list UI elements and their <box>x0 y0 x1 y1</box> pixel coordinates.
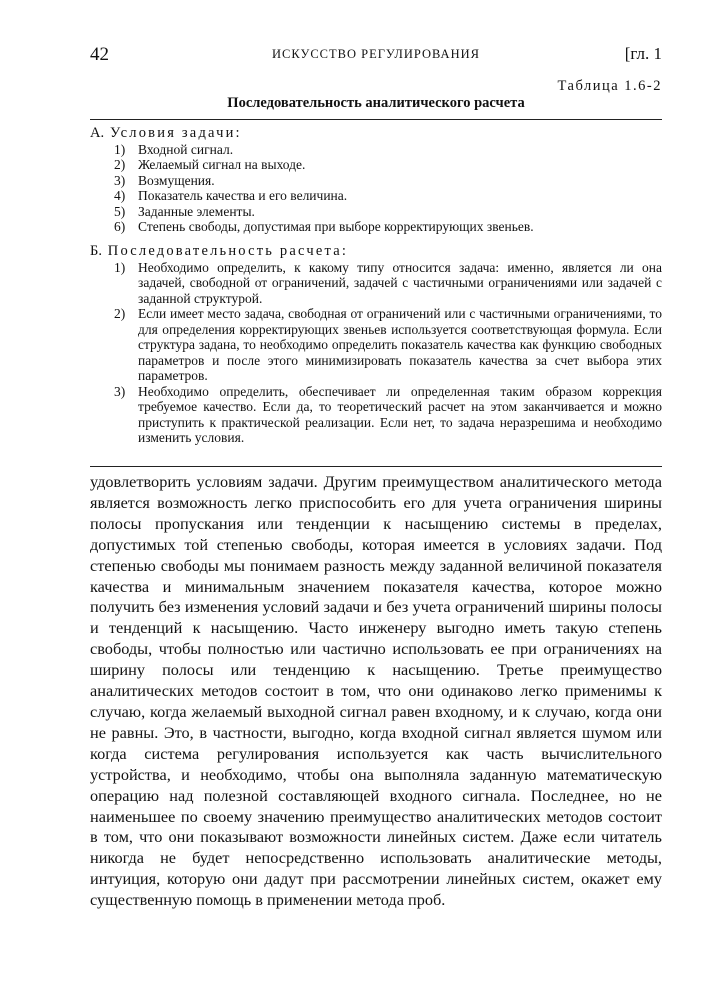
body-text <box>90 472 662 911</box>
list-item: 4) Показатель качества и его величина. <box>114 188 348 203</box>
section-procedure-heading: Б. Последовательность расчета: <box>90 243 349 259</box>
list-item: 3) Необходимо определить, обеспечивает ли определенная таким образом коррекция требуемое качество. Если да, то теоретический расчет на этом заканчивается и можно приступить к практической реализации. Если нет, то задача неразрешима и необходимо изменить условия. <box>114 383 662 445</box>
table-bottom-rule <box>90 466 662 467</box>
list-item: 6) Степень свободы, допустимая при выборе корректирующих звеньев. <box>114 219 534 234</box>
list-item: 3) Возмущения. <box>114 172 215 188</box>
list-item: 5) Заданные элементы. <box>114 203 255 219</box>
running-title: ИСКУССТВО РЕГУЛИРОВАНИЯ <box>272 47 480 61</box>
table-label: Таблица 1.6-2 <box>557 78 662 94</box>
page-header <box>90 44 662 66</box>
list-item: 2) Желаемый сигнал на выходе. <box>114 157 306 172</box>
table-top-rule <box>90 119 662 120</box>
body-paragraph: удовлетворить условиям задачи. Другим преимуществом аналитического метода является возможность легко приспособить его для учета ограничения ширины полосы пропускания или тенденции к насыщению системы в пределах, допустимых той степенью свободы, которая имеется в условиях задачи. Под степенью свободы мы понимаем разность между заданной величиной показателя качества и минимальным значением показателя качества, которое можно получить без изменения условий задачи и без учета ограничений ширины полосы и тенденций к насыщению. Часто инженеру выгодно иметь такую степень свободы, чтобы полностью или частично использовать ее при ограничениях на ширину полосы или тенденцию к насыщению. Третье преимущество аналитических методов состоит в том, что они одинаково легко применимы к случаю, когда желаемый выходной сигнал равен входному, и к случаю, когда они не равны. Это, в частности, выгодно, когда входной сигнал является шумом или когда система регулирования используется как часть вычислительного устройства, и необходимо, чтобы она выполняла заданную математическую операцию над полезной составляющей входного сигнала. Последнее, но не наименьшее по своему значению преимущество аналитических методов состоит в том, что они показывают возможности линейных систем. Даже если читатель никогда не будет непосредственно использовать аналитические методы, интуиция, которую они дадут при рассмотрении линейных систем, окажет ему существенную помощь в применении метода проб. <box>90 472 662 910</box>
procedure-list <box>90 260 662 446</box>
list-item: 1) Входной сигнал. <box>114 141 234 157</box>
section-conditions-heading: А. Условия задачи: <box>90 125 242 141</box>
section-conditions <box>90 126 662 235</box>
table-title: Последовательность аналитического расчета <box>227 95 525 111</box>
list-item: 1) Необходимо определить, к какому типу относится задача: именно, является ли она задачей, свободной от ограничений, задачей с частичными ограничениями или задачей с заданной структурой. <box>114 259 662 306</box>
page-number: 42 <box>90 44 109 65</box>
conditions-list <box>90 142 662 235</box>
list-item: 2) Если имеет место задача, свободная от ограничений или с частичными ограничениями, то для определения корректирующих звеньев используется соответствующая формула. Если структура задана, то необходимо определить показатель качества как функцию свободных параметров и после этого минимизировать показатель качества за счет выбора этих параметров. <box>114 306 662 383</box>
section-procedure <box>90 244 662 446</box>
chapter-marker: [гл. 1 <box>624 44 662 63</box>
